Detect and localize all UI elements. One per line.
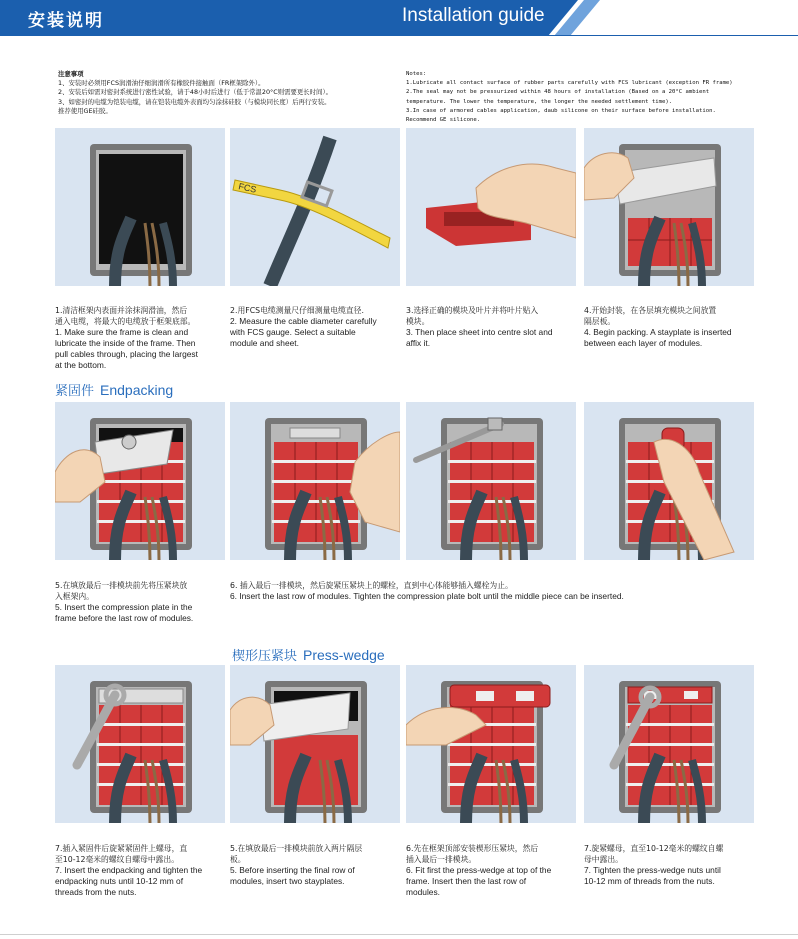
header-title-en: Installation guide	[402, 5, 545, 26]
header-title-zh: 安装说明	[28, 11, 104, 31]
section-presswedge-en: Press-wedge	[303, 647, 385, 663]
caption-en: affix it.	[406, 338, 431, 348]
caption-zh: 母中露出。	[584, 855, 623, 864]
step-6a-illustration	[230, 402, 400, 560]
notes-zh-line: 推荐使用GE硅胶。	[58, 106, 112, 115]
notes-en-line: 3.In case of armored cables application, daub silicone on their surface before installation.	[406, 107, 716, 114]
caption-zh: 6. 插入最后一排模块，然后旋紧压紧块上的螺栓，直到中心体能够插入螺栓为止。	[230, 581, 513, 590]
section-endpacking-en: Endpacking	[100, 382, 174, 398]
caption-en: lubricate the inside of the frame. Then	[55, 338, 196, 348]
bottom-divider	[0, 934, 798, 935]
notes-zh-line: 1、安装时必须用FCS润滑油仔细润滑所有橡胶件接触面（FR框架除外）。	[58, 79, 265, 88]
caption-zh: 1.清洁框架内表面并涂抹润滑油，然后	[55, 306, 188, 315]
notes-en-heading: Notes:	[406, 71, 427, 77]
step-1-caption	[55, 305, 227, 371]
caption-en: frame. Insert then the last row of	[406, 876, 527, 886]
step-2-illustration	[230, 128, 400, 286]
caption-en: frame before the last row of modules.	[55, 613, 194, 623]
caption-zh: 模块。	[406, 317, 430, 326]
section-presswedge-title	[232, 645, 385, 664]
caption-zh: 至10-12毫米的螺纹自螺母中露出。	[55, 855, 180, 864]
step-6b-illustration	[406, 402, 576, 560]
step-7a-illustration	[55, 665, 225, 823]
caption-zh: 板。	[230, 855, 246, 864]
notes-en-line: 1.Lubricate all contact surface of rubber parts carefully with FCS lubricant (exception FR frame)	[406, 80, 733, 87]
caption-zh: 5.在填放最后一排模块前放入两片隔层	[230, 844, 363, 853]
caption-zh: 2.用FCS电缆测量尺仔细测量电缆直径.	[230, 306, 364, 315]
step-4-caption	[584, 305, 756, 349]
section-presswedge-zh: 楔形压紧块	[232, 649, 298, 664]
step-5b-illustration	[230, 665, 400, 823]
caption-en: 5. Insert the compression plate in the	[55, 602, 193, 612]
notes-zh-line: 2、安装后如需对密封系统进行密性试验，请于48小时后进行（低于常温20°C则需要更长时间）。	[58, 88, 333, 97]
caption-en: at the bottom.	[55, 360, 107, 370]
caption-en: 6. Insert the last row of modules. Tighten the compression plate bolt until the middle piece can be inserted.	[230, 591, 624, 601]
caption-zh: 4.开始封装，在各层填充模块之间放置	[584, 306, 717, 315]
step-6d-caption	[406, 843, 578, 898]
caption-zh: 入框架内。	[55, 592, 94, 601]
step-7-caption	[55, 843, 227, 898]
step-2-caption	[230, 305, 402, 349]
notes-en-line: temperature. The lower the temperature, the longer the needed settlement time).	[406, 98, 673, 105]
caption-en: 4. Begin packing. A stayplate is inserted	[584, 327, 732, 337]
step-3-caption	[406, 305, 578, 349]
section-endpacking-zh: 紧固件	[55, 384, 95, 399]
step-7b-caption	[584, 843, 756, 887]
step-3-illustration	[406, 128, 576, 286]
gauge-label: FCS	[237, 181, 258, 195]
caption-en: between each layer of modules.	[584, 338, 703, 348]
caption-en: 2. Measure the cable diameter carefully	[230, 316, 377, 326]
caption-en: 7. Insert the endpacking and tighten the	[55, 865, 203, 875]
caption-en: pull cables through, placing the largest	[55, 349, 198, 359]
caption-en: 5. Before inserting the final row of	[230, 865, 355, 875]
caption-en: 6. Fit first the press-wedge at top of the	[406, 865, 552, 875]
caption-en: 1. Make sure the frame is clean and	[55, 327, 189, 337]
notes-en	[406, 70, 756, 125]
caption-zh: 3.选择正确的模块及叶片并将叶片贴入	[406, 306, 539, 315]
caption-en: module and sheet.	[230, 338, 299, 348]
caption-en: modules, insert two stayplates.	[230, 876, 345, 886]
step-7b-illustration	[584, 665, 754, 823]
notes-zh-heading: 注意事项	[58, 70, 84, 78]
caption-en: modules.	[406, 887, 440, 897]
section-endpacking-title	[55, 380, 173, 399]
caption-zh: 5.在填放最后一排模块前先将压紧块放	[55, 581, 188, 590]
step-6-caption	[230, 580, 750, 602]
caption-en: 7. Tighten the press-wedge nuts until	[584, 865, 721, 875]
step-4-illustration	[584, 128, 754, 286]
caption-en: endpacking nuts until 10-12 mm of	[55, 876, 184, 886]
caption-en: with FCS gauge. Select a suitable	[230, 327, 356, 337]
notes-en-line: Recommend GE silicone.	[406, 117, 481, 124]
step-5b-caption	[230, 843, 402, 887]
caption-zh: 隔层板。	[584, 317, 616, 326]
caption-zh: 插入最后一排模块。	[406, 855, 477, 864]
step-6c-illustration	[584, 402, 754, 560]
caption-zh: 通入电缆，将最大的电缆放于框架底部。	[55, 317, 196, 326]
header-background	[0, 0, 798, 36]
notes-zh-line: 3、如密封的电缆为铠装电缆，请在铠装电缆外表面均匀涂抹硅胶（与模块同长度）后再行安装。	[58, 97, 331, 106]
step-1-illustration	[55, 128, 225, 286]
caption-zh: 7.插入紧固件后旋紧紧固件上螺母，直	[55, 844, 188, 853]
caption-en: 3. Then place sheet into centre slot and	[406, 327, 553, 337]
notes-en-line: 2.The seal may not be pressurized within 48 hours of installation (Based on a 20°C ambient	[406, 89, 710, 96]
step-5-caption	[55, 580, 227, 624]
caption-zh: 6.先在框架顶部安装楔形压紧块，然后	[406, 844, 539, 853]
step-6d-illustration	[406, 665, 576, 823]
notes-zh	[58, 70, 398, 116]
header-bar	[0, 0, 798, 36]
caption-zh: 7.旋紧螺母，直至10-12毫米的螺纹自螺	[584, 844, 724, 853]
caption-en: 10-12 mm of threads from the nuts.	[584, 876, 715, 886]
step-5-illustration	[55, 402, 225, 560]
caption-en: threads from the nuts.	[55, 887, 137, 897]
